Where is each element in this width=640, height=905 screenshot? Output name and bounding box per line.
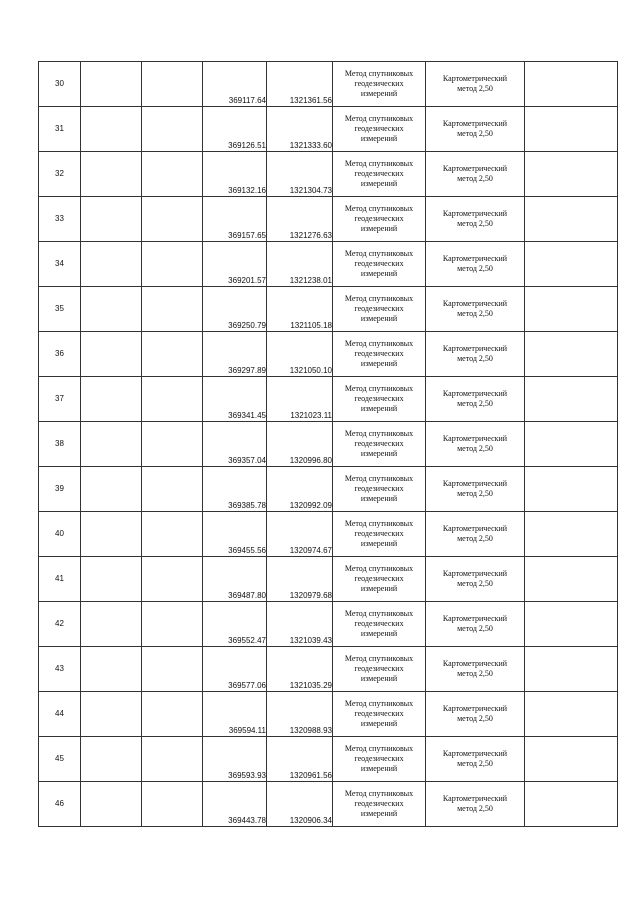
method-cell (333, 332, 426, 377)
method-text-line: измерений (360, 674, 398, 683)
method-text-line: измерений (360, 719, 398, 728)
empty-cell (142, 287, 203, 332)
empty-cell (142, 377, 203, 422)
accuracy-cell (426, 512, 525, 557)
method-cell (333, 467, 426, 512)
method-cell (333, 422, 426, 467)
method-cell (333, 287, 426, 332)
x-coordinate-cell: 369126.51 (203, 107, 267, 152)
accuracy-cell (426, 332, 525, 377)
empty-cell (525, 107, 618, 152)
method-text-line: Метод спутниковых (344, 474, 414, 483)
method-text-line: измерений (360, 584, 398, 593)
empty-cell (142, 782, 203, 827)
y-coordinate-cell: 1320996.80 (267, 422, 333, 467)
table-row (39, 602, 618, 647)
method-cell (333, 512, 426, 557)
point-number-cell: 37 (39, 377, 81, 422)
method-text-line: измерений (360, 89, 398, 98)
point-number-cell: 42 (39, 602, 81, 647)
empty-cell (525, 647, 618, 692)
empty-cell (525, 782, 618, 827)
point-number-cell: 39 (39, 467, 81, 512)
accuracy-text-line: Картометрический (442, 209, 508, 218)
y-coordinate-cell: 1320974.67 (267, 512, 333, 557)
empty-cell (525, 422, 618, 467)
method-text-line: геодезических (354, 664, 404, 673)
method-text-line: геодезических (354, 799, 404, 808)
empty-cell (142, 332, 203, 377)
accuracy-text-line: Картометрический (442, 164, 508, 173)
accuracy-text-line: Картометрический (442, 299, 508, 308)
method-cell (333, 242, 426, 287)
y-coordinate-cell: 1320961.56 (267, 737, 333, 782)
empty-cell (142, 467, 203, 512)
empty-cell (525, 242, 618, 287)
empty-cell (81, 152, 142, 197)
accuracy-text-line: Картометрический (442, 704, 508, 713)
method-text-line: Метод спутниковых (344, 699, 414, 708)
method-cell (333, 557, 426, 602)
y-coordinate-cell: 1321276.63 (267, 197, 333, 242)
accuracy-cell (426, 602, 525, 647)
y-coordinate-cell: 1321304.73 (267, 152, 333, 197)
x-coordinate-cell: 369250.79 (203, 287, 267, 332)
accuracy-text-line: Картометрический (442, 569, 508, 578)
method-text-line: Метод спутниковых (344, 789, 414, 798)
method-text-line: геодезических (354, 439, 404, 448)
x-coordinate-cell: 369455.56 (203, 512, 267, 557)
point-number-cell: 35 (39, 287, 81, 332)
method-text-line: геодезических (354, 754, 404, 763)
x-coordinate-cell: 369577.06 (203, 647, 267, 692)
method-text-line: Метод спутниковых (344, 204, 414, 213)
x-coordinate-cell: 369341.45 (203, 377, 267, 422)
empty-cell (142, 242, 203, 287)
y-coordinate-cell: 1321050.10 (267, 332, 333, 377)
y-coordinate-cell: 1321333.60 (267, 107, 333, 152)
accuracy-text-line: Картометрический (442, 749, 508, 758)
empty-cell (142, 692, 203, 737)
x-coordinate-cell: 369487.80 (203, 557, 267, 602)
method-text-line: измерений (360, 134, 398, 143)
accuracy-cell (426, 782, 525, 827)
empty-cell (525, 467, 618, 512)
empty-cell (525, 557, 618, 602)
method-cell (333, 107, 426, 152)
accuracy-text-line: Картометрический (442, 389, 508, 398)
accuracy-cell (426, 422, 525, 467)
table-row (39, 422, 618, 467)
table-row (39, 197, 618, 242)
accuracy-text-line: Картометрический (442, 119, 508, 128)
accuracy-cell (426, 62, 525, 107)
method-text-line: измерений (360, 539, 398, 548)
accuracy-text-line: метод 2,50 (457, 399, 493, 408)
empty-cell (81, 62, 142, 107)
x-coordinate-cell: 369157.65 (203, 197, 267, 242)
empty-cell (81, 242, 142, 287)
x-coordinate-cell: 369117.64 (203, 62, 267, 107)
empty-cell (525, 737, 618, 782)
method-text-line: Метод спутниковых (344, 654, 414, 663)
empty-cell (81, 602, 142, 647)
empty-cell (142, 602, 203, 647)
table-row (39, 647, 618, 692)
method-text-line: геодезических (354, 259, 404, 268)
table-row (39, 62, 618, 107)
method-text-line: Метод спутниковых (344, 159, 414, 168)
y-coordinate-cell: 1320906.34 (267, 782, 333, 827)
x-coordinate-cell: 369593.93 (203, 737, 267, 782)
point-number-cell: 30 (39, 62, 81, 107)
method-text-line: геодезических (354, 79, 404, 88)
accuracy-text-line: Картометрический (442, 614, 508, 623)
method-cell (333, 62, 426, 107)
x-coordinate-cell: 369594.11 (203, 692, 267, 737)
y-coordinate-cell: 1321035.29 (267, 647, 333, 692)
accuracy-text-line: метод 2,50 (457, 444, 493, 453)
coordinates-table (38, 61, 618, 827)
accuracy-text-line: Картометрический (442, 479, 508, 488)
empty-cell (525, 512, 618, 557)
table-row (39, 242, 618, 287)
accuracy-cell (426, 737, 525, 782)
table-body (39, 62, 618, 827)
method-text-line: измерений (360, 179, 398, 188)
x-coordinate-cell: 369443.78 (203, 782, 267, 827)
accuracy-text-line: метод 2,50 (457, 129, 493, 138)
empty-cell (142, 152, 203, 197)
x-coordinate-cell: 369357.04 (203, 422, 267, 467)
empty-cell (525, 692, 618, 737)
empty-cell (142, 422, 203, 467)
method-text-line: геодезических (354, 394, 404, 403)
empty-cell (81, 692, 142, 737)
method-text-line: измерений (360, 809, 398, 818)
empty-cell (142, 647, 203, 692)
empty-cell (81, 782, 142, 827)
accuracy-cell (426, 197, 525, 242)
method-text-line: Метод спутниковых (344, 69, 414, 78)
empty-cell (525, 62, 618, 107)
method-cell (333, 377, 426, 422)
method-text-line: геодезических (354, 484, 404, 493)
method-text-line: измерений (360, 404, 398, 413)
accuracy-cell (426, 377, 525, 422)
method-text-line: измерений (360, 629, 398, 638)
x-coordinate-cell: 369132.16 (203, 152, 267, 197)
method-text-line: геодезических (354, 214, 404, 223)
empty-cell (81, 737, 142, 782)
point-number-cell: 36 (39, 332, 81, 377)
empty-cell (81, 647, 142, 692)
method-cell (333, 737, 426, 782)
empty-cell (525, 602, 618, 647)
point-number-cell: 34 (39, 242, 81, 287)
table-row (39, 737, 618, 782)
method-text-line: геодезических (354, 574, 404, 583)
method-text-line: измерений (360, 269, 398, 278)
point-number-cell: 33 (39, 197, 81, 242)
accuracy-text-line: метод 2,50 (457, 759, 493, 768)
method-text-line: измерений (360, 449, 398, 458)
y-coordinate-cell: 1321361.56 (267, 62, 333, 107)
empty-cell (142, 512, 203, 557)
method-cell (333, 152, 426, 197)
x-coordinate-cell: 369201.57 (203, 242, 267, 287)
empty-cell (525, 377, 618, 422)
method-text-line: измерений (360, 224, 398, 233)
empty-cell (525, 197, 618, 242)
table-row (39, 782, 618, 827)
table-row (39, 692, 618, 737)
point-number-cell: 41 (39, 557, 81, 602)
empty-cell (525, 332, 618, 377)
y-coordinate-cell: 1321238.01 (267, 242, 333, 287)
empty-cell (142, 197, 203, 242)
table-row (39, 557, 618, 602)
method-text-line: измерений (360, 764, 398, 773)
accuracy-text-line: метод 2,50 (457, 714, 493, 723)
empty-cell (81, 332, 142, 377)
point-number-cell: 38 (39, 422, 81, 467)
accuracy-text-line: метод 2,50 (457, 669, 493, 678)
empty-cell (525, 152, 618, 197)
table-row (39, 107, 618, 152)
method-cell (333, 647, 426, 692)
method-text-line: Метод спутниковых (344, 564, 414, 573)
method-text-line: геодезических (354, 169, 404, 178)
method-cell (333, 782, 426, 827)
accuracy-text-line: Картометрический (442, 794, 508, 803)
accuracy-text-line: Картометрический (442, 344, 508, 353)
method-cell (333, 692, 426, 737)
table-row (39, 152, 618, 197)
x-coordinate-cell: 369385.78 (203, 467, 267, 512)
method-text-line: Метод спутниковых (344, 384, 414, 393)
accuracy-text-line: метод 2,50 (457, 534, 493, 543)
table-row (39, 512, 618, 557)
table-row (39, 467, 618, 512)
empty-cell (81, 107, 142, 152)
x-coordinate-cell: 369552.47 (203, 602, 267, 647)
method-text-line: измерений (360, 494, 398, 503)
empty-cell (81, 467, 142, 512)
method-text-line: Метод спутниковых (344, 114, 414, 123)
accuracy-cell (426, 242, 525, 287)
method-text-line: Метод спутниковых (344, 744, 414, 753)
accuracy-cell (426, 557, 525, 602)
y-coordinate-cell: 1321105.18 (267, 287, 333, 332)
accuracy-cell (426, 647, 525, 692)
accuracy-text-line: Картометрический (442, 74, 508, 83)
table-row (39, 377, 618, 422)
empty-cell (142, 737, 203, 782)
accuracy-text-line: Картометрический (442, 434, 508, 443)
x-coordinate-cell: 369297.89 (203, 332, 267, 377)
method-text-line: Метод спутниковых (344, 519, 414, 528)
y-coordinate-cell: 1321039.43 (267, 602, 333, 647)
table-row (39, 287, 618, 332)
y-coordinate-cell: 1320979.68 (267, 557, 333, 602)
empty-cell (142, 107, 203, 152)
method-text-line: геодезических (354, 529, 404, 538)
accuracy-cell (426, 467, 525, 512)
point-number-cell: 31 (39, 107, 81, 152)
method-text-line: измерений (360, 314, 398, 323)
empty-cell (81, 287, 142, 332)
y-coordinate-cell: 1320988.93 (267, 692, 333, 737)
y-coordinate-cell: 1321023.11 (267, 377, 333, 422)
method-text-line: геодезических (354, 349, 404, 358)
accuracy-cell (426, 287, 525, 332)
point-number-cell: 46 (39, 782, 81, 827)
empty-cell (142, 62, 203, 107)
method-cell (333, 602, 426, 647)
accuracy-text-line: метод 2,50 (457, 354, 493, 363)
accuracy-cell (426, 692, 525, 737)
point-number-cell: 45 (39, 737, 81, 782)
point-number-cell: 43 (39, 647, 81, 692)
empty-cell (81, 557, 142, 602)
accuracy-text-line: метод 2,50 (457, 579, 493, 588)
method-text-line: геодезических (354, 124, 404, 133)
accuracy-text-line: метод 2,50 (457, 264, 493, 273)
accuracy-text-line: метод 2,50 (457, 174, 493, 183)
empty-cell (525, 287, 618, 332)
empty-cell (81, 197, 142, 242)
point-number-cell: 40 (39, 512, 81, 557)
accuracy-text-line: метод 2,50 (457, 84, 493, 93)
method-text-line: Метод спутниковых (344, 294, 414, 303)
table-row (39, 332, 618, 377)
method-text-line: Метод спутниковых (344, 249, 414, 258)
point-number-cell: 32 (39, 152, 81, 197)
empty-cell (81, 422, 142, 467)
accuracy-text-line: Картометрический (442, 254, 508, 263)
method-text-line: геодезических (354, 709, 404, 718)
method-text-line: Метод спутниковых (344, 429, 414, 438)
method-cell (333, 197, 426, 242)
accuracy-text-line: метод 2,50 (457, 624, 493, 633)
empty-cell (81, 512, 142, 557)
empty-cell (142, 557, 203, 602)
method-text-line: Метод спутниковых (344, 609, 414, 618)
accuracy-cell (426, 152, 525, 197)
accuracy-text-line: Картометрический (442, 524, 508, 533)
accuracy-text-line: Картометрический (442, 659, 508, 668)
point-number-cell: 44 (39, 692, 81, 737)
accuracy-text-line: метод 2,50 (457, 309, 493, 318)
method-text-line: геодезических (354, 619, 404, 628)
empty-cell (81, 377, 142, 422)
accuracy-text-line: метод 2,50 (457, 219, 493, 228)
accuracy-text-line: метод 2,50 (457, 489, 493, 498)
accuracy-cell (426, 107, 525, 152)
method-text-line: измерений (360, 359, 398, 368)
method-text-line: геодезических (354, 304, 404, 313)
y-coordinate-cell: 1320992.09 (267, 467, 333, 512)
method-text-line: Метод спутниковых (344, 339, 414, 348)
accuracy-text-line: метод 2,50 (457, 804, 493, 813)
